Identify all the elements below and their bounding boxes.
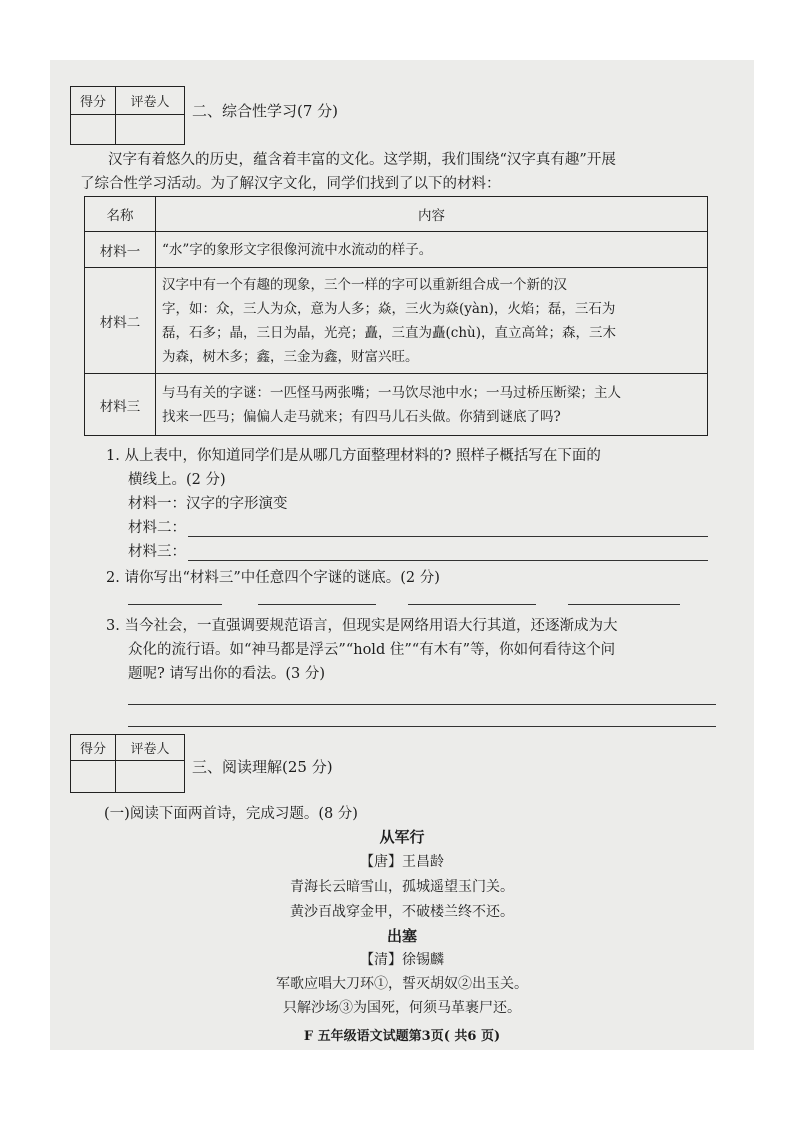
header-name: 名称 [85, 197, 156, 232]
poem-1-line-1: 青海长云暗雪山，孤城遥望玉门关。 [290, 879, 514, 895]
content-line: 磊，石多；晶，三日为晶，光亮；矗，三直为矗(chù)，直立高耸；森，三木 [162, 324, 616, 341]
poem-1-title: 从军行 [379, 828, 425, 846]
section2-title: 二、综合性学习(7 分) [192, 102, 339, 120]
material-name: 材料二 [85, 268, 156, 374]
poem-2-line-1: 军歌应唱大刀环①，誓灭胡奴②出玉关。 [276, 976, 528, 992]
grader-label: 评卷人 [116, 735, 185, 761]
content-line: 为森，树木多；鑫，三金为鑫，财富兴旺。 [162, 348, 419, 365]
score-blank[interactable] [71, 115, 116, 145]
content-line: 与马有关的字谜：一匹怪马两张嘴；一马饮尽池中水；一马过桥压断梁；主人 [162, 384, 621, 401]
question-1-line-1: 1. 从上表中，你知道同学们是从哪几方面整理材料的? 照样子概括写在下面的 [106, 448, 601, 464]
score-label: 得分 [71, 735, 116, 761]
answer-line-opinion-2[interactable] [128, 726, 716, 727]
grader-blank[interactable] [116, 115, 185, 145]
question-1-example: 材料一：汉字的字形演变 [128, 496, 288, 512]
question-1-line-2: 横线上。(2 分) [128, 472, 226, 488]
intro-line-1: 汉字有着悠久的历史，蕴含着丰富的文化。这学期，我们围绕“汉字真有趣”开展 [108, 152, 616, 168]
content-line: “水”字的象形文字很像河流中水流动的样子。 [162, 241, 433, 258]
question-3-line-3: 题呢? 请写出你的看法。(3 分) [128, 666, 326, 682]
grader-label: 评卷人 [116, 87, 185, 115]
section3-title: 三、阅读理解(25 分) [192, 758, 333, 776]
score-box-section3 [70, 734, 185, 793]
material-content [156, 268, 708, 374]
answer-blank-riddle-3[interactable] [408, 604, 536, 605]
intro-line-2: 了综合性学习活动。为了解汉字文化，同学们找到了以下的材料： [80, 176, 501, 192]
answer-blank-riddle-2[interactable] [258, 604, 376, 605]
question-3-line-1: 3. 当今社会，一直强调要规范语言，但现实是网络用语大行其道，还逐渐成为大 [106, 618, 618, 634]
material-content [156, 232, 708, 268]
answer-line-material-2[interactable] [188, 536, 708, 537]
question-1-blank-label-2: 材料二： [128, 520, 186, 536]
poem-2-title: 出塞 [386, 927, 417, 945]
poem-1-line-2: 黄沙百战穿金甲，不破楼兰终不还。 [290, 904, 514, 920]
score-box-section2 [70, 86, 185, 145]
score-blank[interactable] [71, 761, 116, 793]
answer-blank-riddle-1[interactable] [128, 604, 222, 605]
score-label: 得分 [71, 87, 116, 115]
question-1-blank-label-3: 材料三： [128, 544, 186, 560]
poem-2-line-2: 只解沙场③为国死，何须马革裹尸还。 [283, 1000, 521, 1016]
reading-part-1-instruction: (一)阅读下面两首诗，完成习题。(8 分) [104, 806, 358, 822]
content-line: 汉字中有一个有趣的现象，三个一样的字可以重新组合成一个新的汉 [162, 276, 567, 293]
table-row [85, 268, 708, 374]
materials-table [84, 196, 708, 436]
question-2: 2. 请你写出“材料三”中任意四个字谜的谜底。(2 分) [106, 570, 440, 586]
material-name: 材料三 [85, 374, 156, 436]
content-line: 字，如：众，三人为众，意为人多；焱，三火为焱(yàn)，火焰；磊，三石为 [162, 300, 616, 317]
header-content: 内容 [156, 197, 708, 232]
content-line: 找来一匹马；偏偏人走马就来；有四马儿石头做。你猜到谜底了吗? [162, 408, 561, 425]
material-content [156, 374, 708, 436]
table-row [85, 232, 708, 268]
question-3-line-2: 众化的流行语。如“神马都是浮云”“hold 住”“有木有”等，你如何看待这个问 [128, 642, 616, 658]
poem-1-author: 【唐】王昌龄 [360, 854, 444, 870]
answer-line-material-3[interactable] [188, 560, 708, 561]
answer-blank-riddle-4[interactable] [568, 604, 680, 605]
table-header-row [85, 197, 708, 232]
grader-blank[interactable] [116, 761, 185, 793]
page-footer: F 五年级语文试题第3页( 共6 页) [303, 1029, 501, 1044]
poem-2-author: 【清】徐锡麟 [360, 952, 444, 968]
material-name: 材料一 [85, 232, 156, 268]
answer-line-opinion-1[interactable] [128, 704, 716, 705]
table-row [85, 374, 708, 436]
